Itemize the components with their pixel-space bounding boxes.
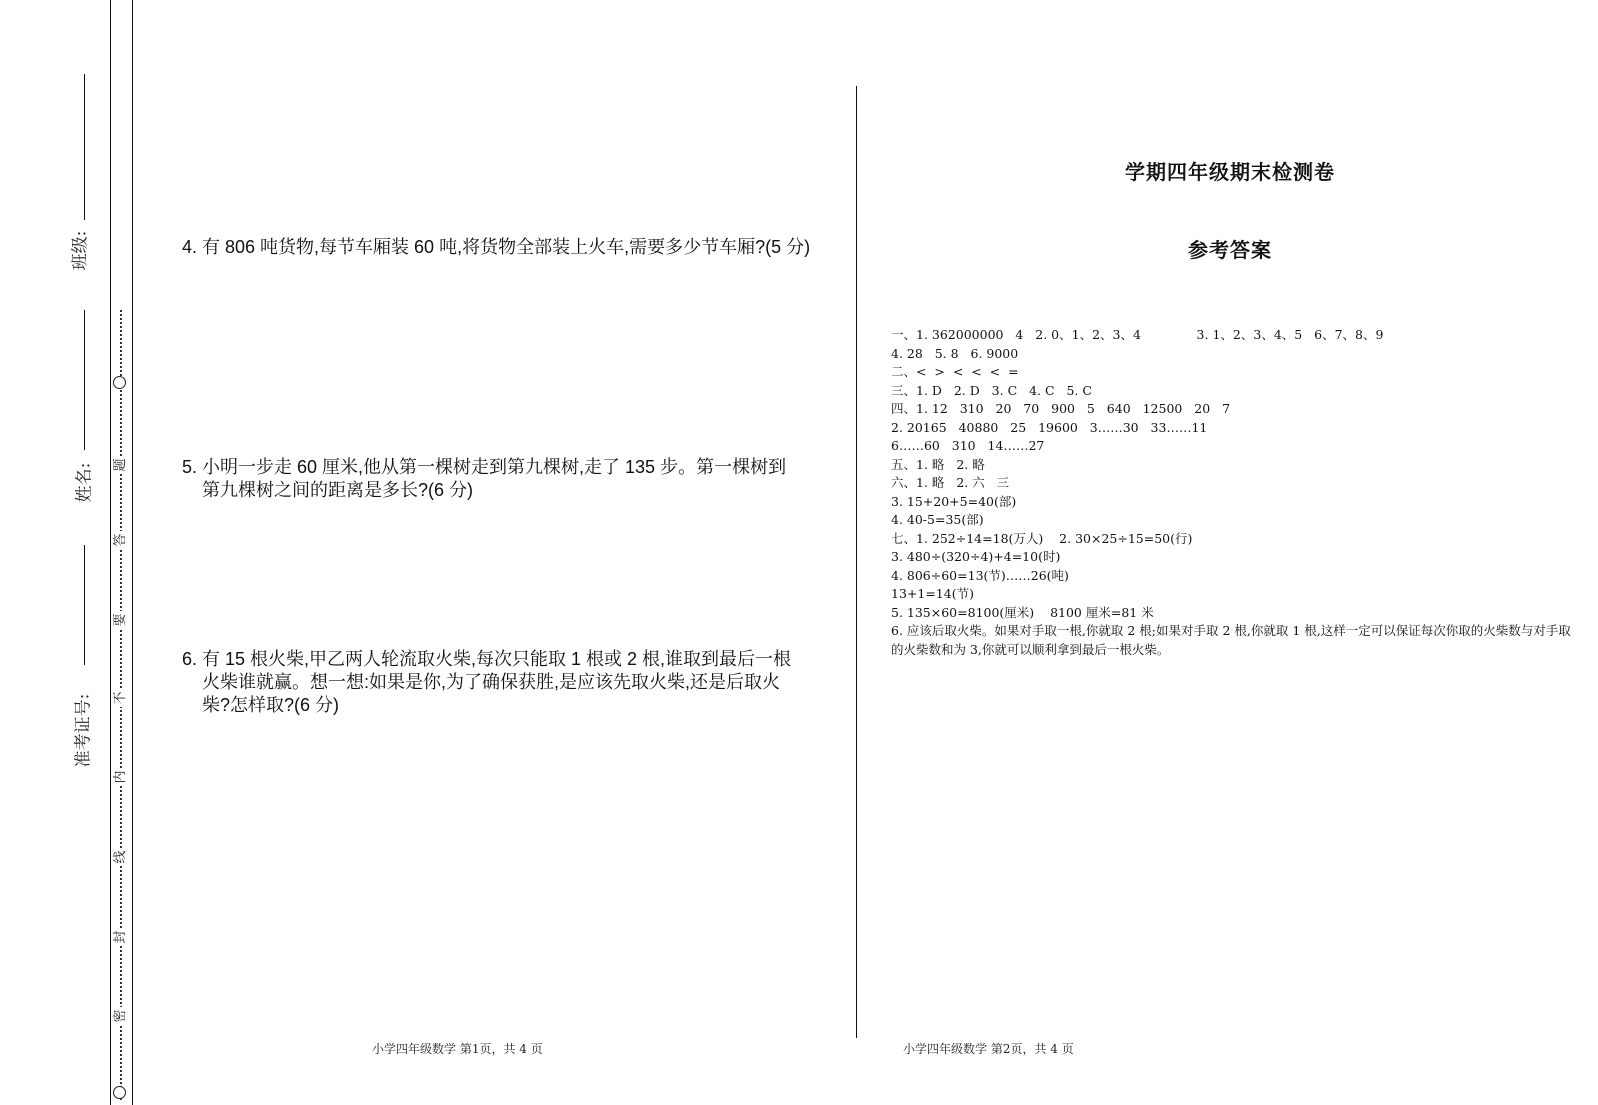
seal-circle-bottom [113, 1086, 126, 1099]
name-underline [84, 310, 85, 450]
answer-line: 4. 28 5. 8 6. 9000 [891, 345, 1019, 361]
question-5: 5. 小明一步走 60 厘米,他从第一棵树走到第九棵树,走了 135 步。第一棵树到第九棵树之间的距离是多长?(6 分) [182, 457, 787, 500]
class-label: 班级: [70, 230, 91, 271]
answer-line: 3. 15+20+5=40(部) [891, 493, 1017, 509]
margin-border-right [132, 0, 133, 1105]
answer-line: 2. 20165 40880 25 19600 3……30 33……11 [891, 419, 1208, 435]
seal-circle-top [113, 376, 126, 389]
class-underline [84, 74, 85, 220]
seal-char-xian: 线 [112, 848, 130, 866]
answer-line: 二、< > < < < = [891, 364, 1019, 379]
answer-key-title: 参考答案 [1188, 240, 1272, 262]
answer-line: 一、1. 362000000 4 2. 0、1、2、3、4 3. 1、2、3、4、5 6、7、8、9 [891, 327, 1384, 342]
page-divider [856, 86, 857, 1038]
name-label: 姓名: [74, 462, 95, 503]
answer-line: 4. 40-5=35(部) [891, 512, 984, 527]
answer-line: 三、1. D 2. D 3. C 4. C 5. C [891, 382, 1092, 398]
question-4: 4. 有 806 吨货物,每节车厢装 60 吨,将货物全部装上火车,需要多少节车厢?(5 分) [182, 237, 811, 257]
left-page-footer: 小学四年级数学 第1页，共 4 页 [372, 1042, 543, 1056]
exam-id-label: 准考证号: [73, 693, 94, 768]
right-page-footer: 小学四年级数学 第2页，共 4 页 [903, 1042, 1074, 1056]
answer-line: 6……60 310 14……27 [891, 438, 1045, 453]
exam-title: 学期四年级期末检测卷 [1125, 162, 1335, 184]
question-6: 6. 有 15 根火柴,甲乙两人轮流取火柴,每次只能取 1 根或 2 根,谁取到最后一根火柴谁就赢。想一想:如果是你,为了确保获胜,是应该先取火柴,还是后取火柴?怎样取?(6 分) [182, 649, 792, 715]
margin-border-left [110, 0, 111, 1105]
exam-id-underline [84, 545, 85, 665]
seal-char-bu: 不 [112, 689, 130, 707]
answer-line: 4. 806÷60=13(节)……26(吨) [891, 567, 1069, 583]
seal-char-mi: 密 [112, 1007, 130, 1025]
answer-line: 七、1. 252÷14=18(万人) 2. 30×25÷15=50(行) [891, 530, 1193, 546]
answer-line: 5. 135×60=8100(厘米) 8100 厘米=81 米 [891, 604, 1154, 620]
seal-char-nei: 内 [112, 768, 130, 786]
binding-margin [0, 0, 135, 1105]
answer-line: 3. 480÷(320÷4)+4=10(时) [891, 549, 1061, 564]
answer-line: 四、1. 12 310 20 70 900 5 640 12500 20 7 [891, 401, 1231, 416]
answer-line: 六、1. 略 2. 六 三 [891, 475, 1010, 490]
seal-char-da: 答 [112, 531, 130, 549]
answer-line: 五、1. 略 2. 略 [891, 456, 985, 472]
seal-char-yao: 要 [112, 611, 130, 629]
seal-char-ti: 题 [112, 456, 130, 474]
answer-line: 6. 应该后取火柴。如果对手取一根,你就取 2 根;如果对手取 2 根,你就取 1 根,这样一定可以保证每次你取的火柴数与对手取的火柴数和为 3,你就可以顺利拿到最后一根火柴。 [891, 623, 1571, 657]
answer-list [891, 326, 1571, 659]
answer-line: 13+1=14(节) [891, 586, 974, 601]
seal-char-feng: 封 [112, 928, 130, 946]
